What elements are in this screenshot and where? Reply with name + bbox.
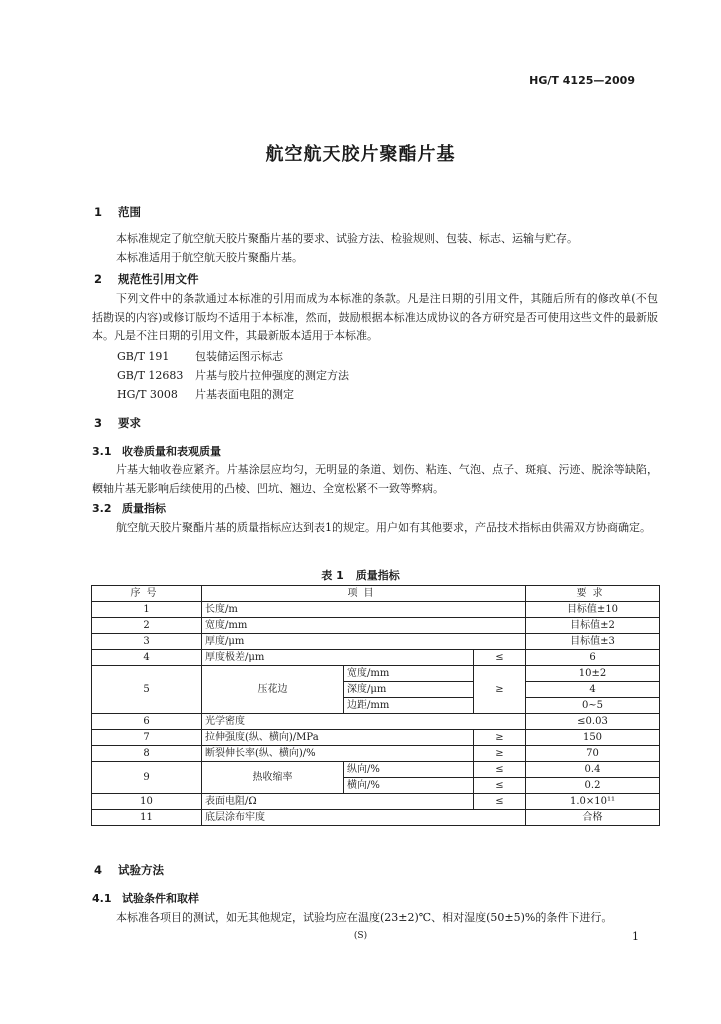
footer-mark: (S) bbox=[353, 931, 368, 941]
sub-item-cell: 边距/mm bbox=[344, 698, 474, 714]
section-3-1-heading bbox=[92, 443, 221, 459]
page-number: 1 bbox=[632, 930, 639, 943]
table-header-row bbox=[92, 586, 660, 602]
table-row bbox=[92, 810, 660, 826]
seq-cell: 11 bbox=[92, 810, 202, 826]
table-row bbox=[92, 602, 660, 618]
item-cell: 宽度/mm bbox=[202, 618, 526, 634]
quality-index-table bbox=[91, 585, 660, 826]
reference-title: 片基表面电阻的测定 bbox=[195, 388, 294, 401]
item-cell: 光学密度 bbox=[202, 714, 526, 730]
item-cell: 厚度/μm bbox=[202, 634, 526, 650]
header-seq: 序号 bbox=[92, 586, 202, 602]
reference-item bbox=[117, 348, 283, 364]
comparison-symbol: ≤ bbox=[474, 762, 526, 778]
section-number: 2 bbox=[94, 272, 103, 286]
section-4-heading bbox=[94, 862, 164, 878]
value-cell: 目标值±2 bbox=[526, 618, 660, 634]
section-title: 规范性引用文件 bbox=[118, 272, 199, 286]
subsection-title: 质量指标 bbox=[122, 502, 166, 515]
section-title: 范围 bbox=[118, 205, 141, 219]
table-caption bbox=[0, 567, 721, 583]
sub-item-cell: 纵向/% bbox=[344, 762, 474, 778]
reference-title: 片基与胶片拉伸强度的测定方法 bbox=[195, 369, 349, 382]
subsection-title: 收卷质量和表观质量 bbox=[122, 445, 221, 458]
table-row bbox=[92, 650, 660, 666]
seq-cell: 5 bbox=[92, 666, 202, 714]
table-caption-text: 质量指标 bbox=[355, 569, 400, 582]
table-row bbox=[92, 746, 660, 762]
table-row bbox=[92, 794, 660, 810]
section-title: 要求 bbox=[118, 416, 141, 430]
section-3-heading bbox=[94, 415, 141, 431]
sub-item-cell: 横向/% bbox=[344, 778, 474, 794]
item-cell: 拉伸强度(纵、横向)/MPa bbox=[202, 730, 474, 746]
standard-code: HG/T 4125—2009 bbox=[529, 74, 635, 87]
reference-title: 包装储运图示标志 bbox=[195, 350, 283, 363]
seq-cell: 2 bbox=[92, 618, 202, 634]
item-cell: 厚度极差/μm bbox=[202, 650, 474, 666]
section-3-2-heading bbox=[92, 500, 166, 516]
table-row bbox=[92, 618, 660, 634]
comparison-symbol: ≤ bbox=[474, 794, 526, 810]
value-cell: 150 bbox=[526, 730, 660, 746]
section-3-2-paragraph: 航空航天胶片聚酯片基的质量指标应达到表1的规定。用户如有其他要求，产品技术指标由供需双方协商确定。 bbox=[116, 521, 651, 534]
seq-cell: 7 bbox=[92, 730, 202, 746]
value-cell: ≤0.03 bbox=[526, 714, 660, 730]
table-row bbox=[92, 634, 660, 650]
comparison-symbol: ≥ bbox=[474, 666, 526, 714]
subsection-number: 3.2 bbox=[92, 502, 112, 515]
table-row bbox=[92, 666, 660, 682]
sub-item-cell: 宽度/mm bbox=[344, 666, 474, 682]
item-cell: 热收缩率 bbox=[202, 762, 344, 794]
seq-cell: 6 bbox=[92, 714, 202, 730]
table-row bbox=[92, 730, 660, 746]
value-cell: 0.2 bbox=[526, 778, 660, 794]
section-2-heading bbox=[94, 271, 199, 287]
section-2-paragraph-1: 下列文件中的条款通过本标准的引用而成为本标准的条款。凡是注日期的引用文件，其随后所有的修改单(不包括勘误的内容)或修订版均不适用于本标准，然而，鼓励根据本标准达成协议的各方研究是否可使用这些文件的最新版本。凡是不注日期的引用文件，其最新版本适用于本标准。 bbox=[92, 292, 658, 342]
section-title: 试验方法 bbox=[118, 863, 164, 877]
comparison-symbol: ≥ bbox=[474, 746, 526, 762]
value-cell: 10±2 bbox=[526, 666, 660, 682]
seq-cell: 3 bbox=[92, 634, 202, 650]
comparison-symbol: ≤ bbox=[474, 650, 526, 666]
value-cell: 1.0×10¹¹ bbox=[526, 794, 660, 810]
section-4-1-heading bbox=[92, 890, 199, 906]
item-cell: 表面电阻/Ω bbox=[202, 794, 474, 810]
reference-item bbox=[117, 367, 349, 383]
section-1-heading bbox=[94, 204, 141, 220]
subsection-number: 4.1 bbox=[92, 892, 112, 905]
subsection-number: 3.1 bbox=[92, 445, 112, 458]
header-requirement: 要求 bbox=[526, 586, 660, 602]
comparison-symbol: ≥ bbox=[474, 730, 526, 746]
reference-code: HG/T 3008 bbox=[117, 388, 178, 401]
section-4-1-paragraph: 本标准各项目的测试，如无其他规定，试验均应在温度(23±2)℃、相对湿度(50±5)%的条件下进行。 bbox=[116, 911, 613, 924]
seq-cell: 9 bbox=[92, 762, 202, 794]
seq-cell: 8 bbox=[92, 746, 202, 762]
document-title: 航空航天胶片聚酯片基 bbox=[265, 144, 456, 165]
table-row bbox=[92, 762, 660, 778]
section-number: 4 bbox=[94, 863, 103, 877]
section-number: 1 bbox=[94, 205, 103, 219]
item-cell: 底层涂布牢度 bbox=[202, 810, 526, 826]
section-1-paragraph-1: 本标准规定了航空航天胶片聚酯片基的要求、试验方法、检验规则、包装、标志、运输与贮存。 bbox=[116, 232, 578, 245]
value-cell: 合格 bbox=[526, 810, 660, 826]
sub-item-cell: 深度/μm bbox=[344, 682, 474, 698]
section-1-paragraph-2: 本标准适用于航空航天胶片聚酯片基。 bbox=[116, 251, 303, 264]
seq-cell: 10 bbox=[92, 794, 202, 810]
item-cell: 断裂伸长率(纵、横向)/% bbox=[202, 746, 474, 762]
item-cell: 压花边 bbox=[202, 666, 344, 714]
section-number: 3 bbox=[94, 416, 103, 430]
subsection-title: 试验条件和取样 bbox=[122, 892, 199, 905]
section-3-1-paragraph: 片基大轴收卷应紧齐。片基涂层应均匀，无明显的条道、划伤、粘连、气泡、点子、斑痕、污迹、脱涂等缺陷，輭轴片基无影响后续使用的凸棱、凹坑、翘边、全宽松紧不一致等弊病。 bbox=[92, 463, 658, 495]
reference-code: GB/T 12683 bbox=[117, 369, 184, 382]
table-number: 表 1 bbox=[321, 569, 344, 582]
value-cell: 6 bbox=[526, 650, 660, 666]
reference-code: GB/T 191 bbox=[117, 350, 170, 363]
reference-item bbox=[117, 386, 294, 402]
header-item: 项目 bbox=[202, 586, 526, 602]
table-row bbox=[92, 714, 660, 730]
value-cell: 0.4 bbox=[526, 762, 660, 778]
item-cell: 长度/m bbox=[202, 602, 526, 618]
comparison-symbol: ≤ bbox=[474, 778, 526, 794]
value-cell: 目标值±3 bbox=[526, 634, 660, 650]
value-cell: 目标值±10 bbox=[526, 602, 660, 618]
value-cell: 70 bbox=[526, 746, 660, 762]
seq-cell: 1 bbox=[92, 602, 202, 618]
value-cell: 4 bbox=[526, 682, 660, 698]
value-cell: 0~5 bbox=[526, 698, 660, 714]
seq-cell: 4 bbox=[92, 650, 202, 666]
